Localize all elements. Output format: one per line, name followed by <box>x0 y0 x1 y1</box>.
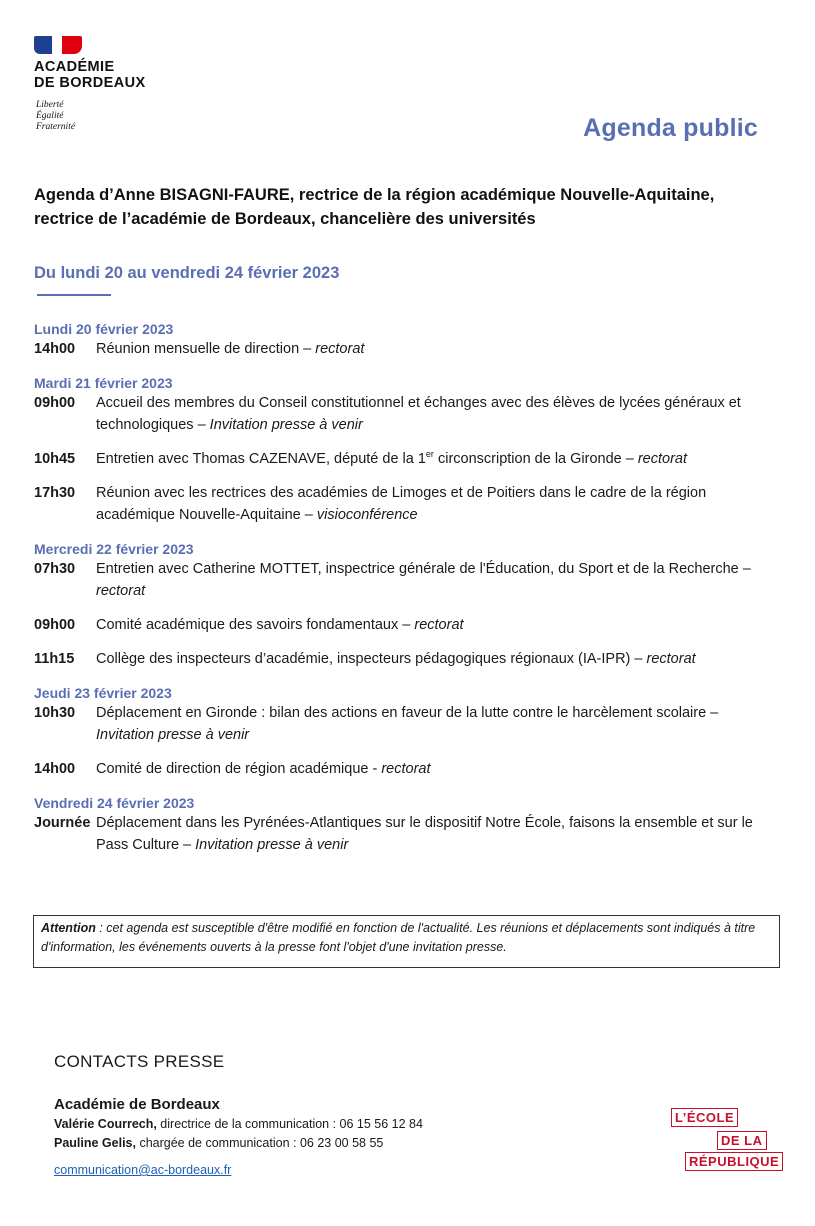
event-text: Entretien avec Catherine MOTTET, inspectrice générale de l'Éducation, du Sport et de la Recherche – <box>96 561 751 577</box>
event-description <box>96 614 779 636</box>
event-location: Invitation presse à venir <box>195 837 349 853</box>
event-time: 09h00 <box>34 617 76 633</box>
event-time: 17h30 <box>34 485 76 501</box>
event-text: Comité académique des savoirs fondamentaux – <box>96 617 415 633</box>
event-text: Déplacement en Gironde : bilan des actions en faveur de la lutte contre le harcèlement scolaire – <box>96 705 719 721</box>
ecole-logo-line-2: DE LA <box>717 1131 767 1150</box>
event-location: rectorat <box>637 451 688 467</box>
day-heading: Vendredi 24 février 2023 <box>34 795 195 811</box>
event-location: rectorat <box>646 651 696 667</box>
event-text: Entretien avec Thomas CAZENAVE, député de la 1 <box>96 451 426 467</box>
day-heading: Jeudi 23 février 2023 <box>34 685 172 701</box>
contact-person <box>54 1115 423 1134</box>
press-contacts <box>54 1095 423 1180</box>
event-time: Journée <box>34 815 91 831</box>
contact-email-link[interactable]: communication@ac-bordeaux.fr <box>54 1163 232 1177</box>
motto-egalite: Égalité <box>36 111 64 121</box>
contact-role: directrice de la communication : 06 15 56 12 84 <box>156 1117 423 1131</box>
week-range: Du lundi 20 au vendredi 24 février 2023 <box>34 264 340 282</box>
republic-flag-icon <box>34 36 82 54</box>
event-text: Accueil des membres du Conseil constitutionnel et échanges avec des élèves de lycées généraux et technologiques – <box>96 395 741 433</box>
event-description <box>96 648 779 670</box>
org-line-1: ACADÉMIE <box>34 59 115 75</box>
event-location: rectorat <box>381 761 431 777</box>
event-row <box>34 482 779 526</box>
contacts-org: Académie de Bordeaux <box>54 1096 220 1113</box>
event-location: Invitation presse à venir <box>209 417 363 433</box>
event-time: 14h00 <box>34 341 76 357</box>
event-row <box>34 648 779 670</box>
week-underline <box>37 294 111 296</box>
attention-notice <box>33 915 780 968</box>
motto-fraternite: Fraternité <box>36 122 76 132</box>
event-location: rectorat <box>96 583 146 599</box>
event-description <box>96 758 779 780</box>
event-time: 10h30 <box>34 705 76 721</box>
event-description <box>96 392 779 436</box>
event-description <box>96 558 779 602</box>
event-row <box>34 338 779 360</box>
event-time: 10h45 <box>34 451 76 467</box>
event-text: Réunion mensuelle de direction – <box>96 341 316 357</box>
event-time: 07h30 <box>34 561 76 577</box>
ecole-logo-line-3: RÉPUBLIQUE <box>685 1152 783 1171</box>
contact-name: Pauline Gelis, <box>54 1136 136 1150</box>
event-row <box>34 614 779 636</box>
event-row <box>34 448 779 470</box>
motto <box>36 100 75 133</box>
event-location: visioconférence <box>316 507 418 523</box>
motto-liberte: Liberté <box>36 100 64 110</box>
contacts-title: CONTACTS PRESSE <box>54 1052 225 1071</box>
notice-text: : cet agenda est susceptible d'être modifié en fonction de l'actualité. Les réunions et déplacements sont indiqués à titre d'information, les événements ouverts à la presse font l'objet d'une invitation presse. <box>41 921 756 954</box>
event-text: Comité de direction de région académique - <box>96 761 382 777</box>
contact-name: Valérie Courrech, <box>54 1117 157 1131</box>
contact-person <box>54 1134 423 1153</box>
event-row <box>34 558 779 602</box>
event-row <box>34 702 779 746</box>
event-time: 11h15 <box>34 651 75 667</box>
ecole-logo-line-1: L’ÉCOLE <box>671 1108 738 1127</box>
agenda-heading: Agenda d’Anne BISAGNI-FAURE, rectrice de la région académique Nouvelle-Aquitaine, rectrice de l’académie de Bordeaux, chancelière des universités <box>34 186 715 228</box>
event-description <box>96 448 779 470</box>
event-description <box>96 702 779 746</box>
day-heading: Lundi 20 février 2023 <box>34 321 174 337</box>
org-line-2: DE BORDEAUX <box>34 75 146 91</box>
event-row <box>34 758 779 780</box>
page-title: Agenda public <box>583 114 758 142</box>
schedule <box>34 320 779 856</box>
ordinal-suffix: er <box>425 449 434 460</box>
event-text: Réunion avec les rectrices des académies de Limoges et de Poitiers dans le cadre de la région académique Nouvelle-Aquitaine – <box>96 485 707 523</box>
event-description <box>96 482 779 526</box>
contact-role: chargée de communication : 06 23 00 58 55 <box>135 1136 384 1150</box>
event-time: 09h00 <box>34 395 76 411</box>
event-text: circonscription de la Gironde – <box>433 451 638 467</box>
event-row <box>34 392 779 436</box>
org-name <box>34 59 146 91</box>
event-time: 14h00 <box>34 761 76 777</box>
day-heading: Mardi 21 février 2023 <box>34 375 173 391</box>
event-location: Invitation presse à venir <box>96 727 250 743</box>
event-text: Déplacement dans les Pyrénées-Atlantiques sur le dispositif Notre École, faisons la ensemble et sur le Pass Culture – <box>96 815 753 853</box>
event-description <box>96 338 779 360</box>
day-heading: Mercredi 22 février 2023 <box>34 541 194 557</box>
event-location: rectorat <box>414 617 464 633</box>
event-row <box>34 812 779 856</box>
event-text: Collège des inspecteurs d’académie, inspecteurs pédagogiques régionaux (IA-IPR) – <box>96 651 647 667</box>
event-location: rectorat <box>315 341 365 357</box>
ecole-republique-logo <box>671 1108 789 1172</box>
event-description <box>96 812 779 856</box>
notice-label: Attention <box>41 921 96 935</box>
